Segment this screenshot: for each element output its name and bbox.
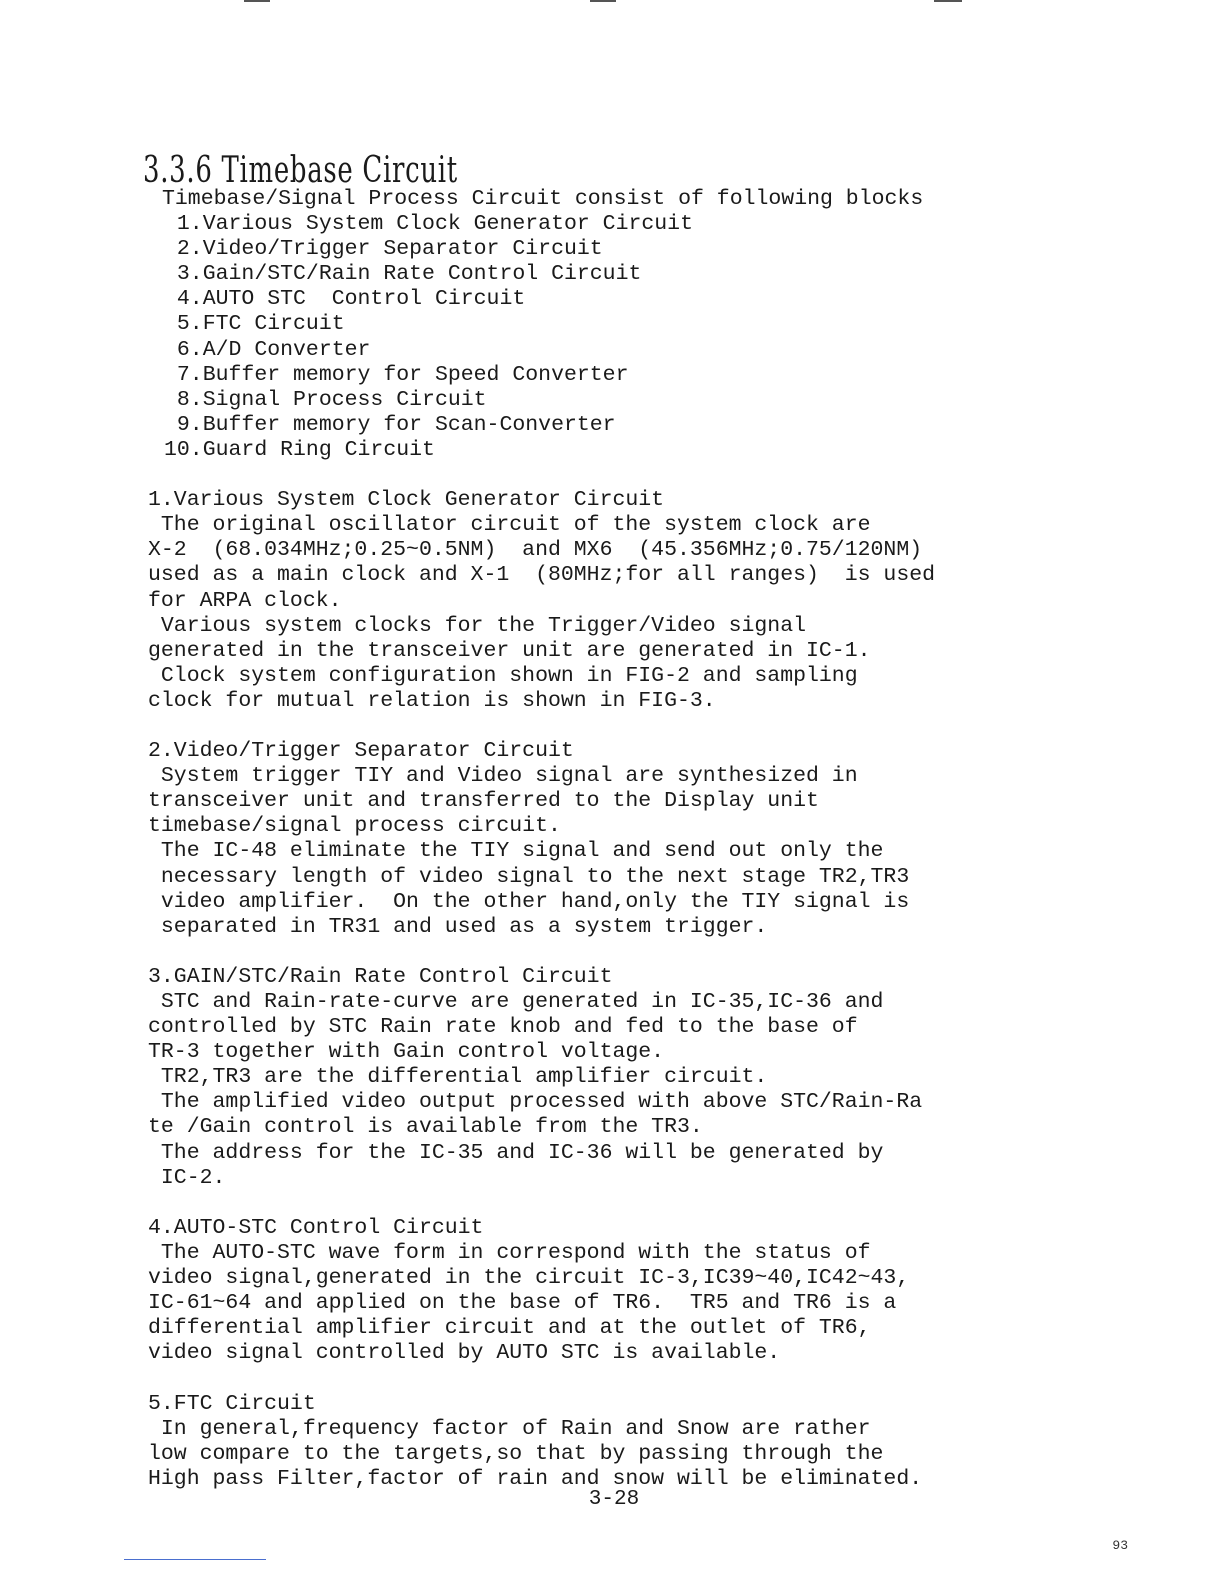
bottom-rule xyxy=(124,1559,266,1560)
paragraph-line: video amplifier. On the other hand,only the TIY signal is xyxy=(148,889,910,914)
block-list-item: 3.Gain/STC/Rain Rate Control Circuit xyxy=(164,262,642,287)
subsection-heading: 4.AUTO-STC Control Circuit xyxy=(148,1215,484,1240)
intro-text: Timebase/Signal Process Circuit consist of following blocks xyxy=(162,187,924,211)
block-list-item: 4.AUTO STC Control Circuit xyxy=(164,287,526,312)
scan-tick-mark xyxy=(934,0,962,2)
paragraph-line: The IC-48 eliminate the TIY signal and send out only the xyxy=(148,839,884,864)
block-list-item: 9.Buffer memory for Scan-Converter xyxy=(164,412,616,437)
paragraph-line: IC-61~64 and applied on the base of TR6. TR5 and TR6 is a xyxy=(148,1291,897,1316)
paragraph-line: Clock system configuration shown in FIG-2 and sampling xyxy=(148,663,858,688)
paragraph-line: separated in TR31 and used as a system trigger. xyxy=(148,914,768,939)
paragraph-line: The amplified video output processed with above STC/Rain-Ra xyxy=(148,1090,923,1115)
section-body xyxy=(148,187,1068,1492)
scan-tick-mark xyxy=(590,0,616,2)
paragraph-line: video signal,generated in the circuit IC-3,IC39~40,IC42~43, xyxy=(148,1266,910,1291)
paragraph-line: Various system clocks for the Trigger/Video signal xyxy=(148,613,807,638)
paragraph-line: video signal controlled by AUTO STC is available. xyxy=(148,1341,781,1366)
paragraph-line: High pass Filter,factor of rain and snow will be eliminated. xyxy=(148,1466,923,1491)
paragraph-line: The original oscillator circuit of the system clock are xyxy=(148,513,871,538)
paragraph-line: for ARPA clock. xyxy=(148,588,342,613)
paragraph-line: necessary length of video signal to the next stage TR2,TR3 xyxy=(148,864,910,889)
paragraph-line: used as a main clock and X-1 (80MHz;for all ranges) is used xyxy=(148,563,936,588)
scan-tick-mark xyxy=(244,0,270,2)
subsection-heading: 5.FTC Circuit xyxy=(148,1391,316,1416)
block-list-item: 8.Signal Process Circuit xyxy=(164,387,487,412)
paragraph-line: STC and Rain-rate-curve are generated in IC-35,IC-36 and xyxy=(148,990,884,1014)
subsection-heading: 1.Various System Clock Generator Circuit xyxy=(148,488,665,513)
paragraph-line: X-2 (68.034MHz;0.25~0.5NM) and MX6 (45.356MHz;0.75/120NM) xyxy=(148,538,923,563)
paragraph-line: The address for the IC-35 and IC-36 will be generated by xyxy=(148,1140,884,1165)
subsection-gain-stc xyxy=(148,965,1068,1191)
paragraph-line: te /Gain control is available from the TR3. xyxy=(148,1115,703,1140)
block-list-item: 2.Video/Trigger Separator Circuit xyxy=(164,237,603,262)
paragraph-line: In general,frequency factor of Rain and Snow are rather xyxy=(148,1416,871,1441)
corner-mark: 93 xyxy=(1112,1538,1128,1553)
paragraph-line: TR2,TR3 are the differential amplifier circuit. xyxy=(148,1065,768,1090)
subsection-ftc xyxy=(148,1392,1068,1492)
block-list-item: 5.FTC Circuit xyxy=(164,312,345,337)
subsection-video-trigger xyxy=(148,739,1068,940)
paragraph-line: TR-3 together with Gain control voltage. xyxy=(148,1040,665,1065)
block-list-item: 10.Guard Ring Circuit xyxy=(164,437,435,462)
paragraph-line: IC-2. xyxy=(148,1165,226,1190)
section-title: 3.3.6 Timebase Circuit xyxy=(143,150,458,191)
paragraph-line: generated in the transceiver unit are generated in IC-1. xyxy=(148,638,871,663)
paragraph-line: transceiver unit and transferred to the Display unit xyxy=(148,789,819,814)
paragraph-line: differential amplifier circuit and at the outlet of TR6, xyxy=(148,1316,871,1341)
paragraph-line: System trigger TIY and Video signal are synthesized in xyxy=(148,764,858,789)
paragraph-line: The AUTO-STC wave form in correspond with the status of xyxy=(148,1240,871,1265)
page-number: 3-28 xyxy=(588,1488,640,1511)
block-list-item: 7.Buffer memory for Speed Converter xyxy=(164,362,629,387)
paragraph-line: controlled by STC Rain rate knob and fed to the base of xyxy=(148,1015,858,1040)
subsection-clock-generator xyxy=(148,488,1068,714)
paragraph-line: timebase/signal process circuit. xyxy=(148,814,561,839)
block-list xyxy=(148,212,1068,463)
block-list-item: 1.Various System Clock Generator Circuit xyxy=(164,212,693,237)
subsection-auto-stc xyxy=(148,1216,1068,1367)
subsection-heading: 3.GAIN/STC/Rain Rate Control Circuit xyxy=(148,964,613,989)
paragraph-line: clock for mutual relation is shown in FIG-3. xyxy=(148,688,716,713)
subsection-heading: 2.Video/Trigger Separator Circuit xyxy=(148,739,574,764)
block-list-item: 6.A/D Converter xyxy=(164,337,371,362)
paragraph-line: low compare to the targets,so that by passing through the xyxy=(148,1441,884,1466)
